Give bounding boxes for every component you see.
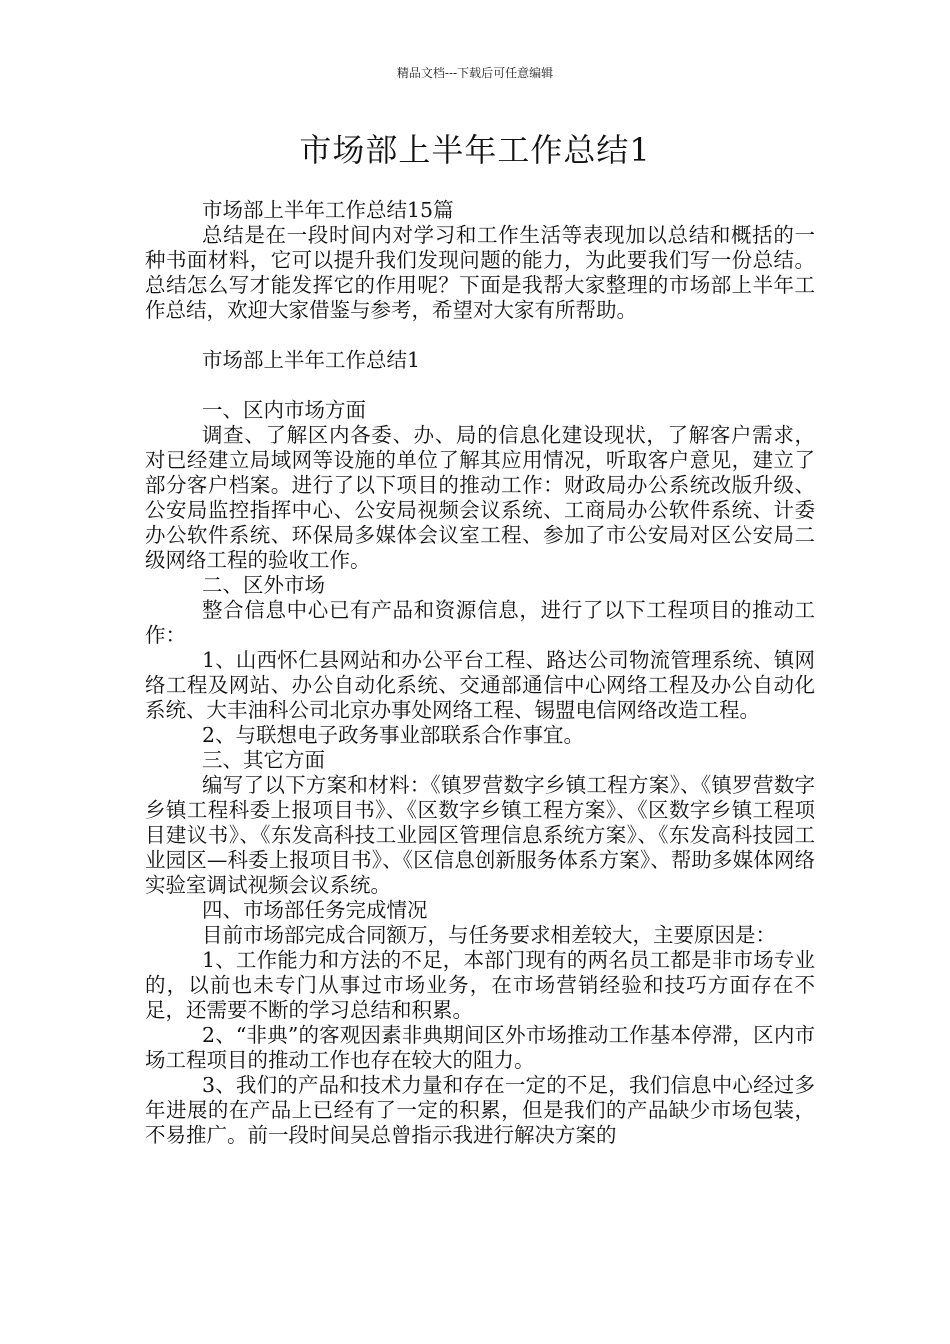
paragraph-subtitle: 市场部上半年工作总结15篇 <box>202 198 454 222</box>
heading-local-market: 一、区内市场方面 <box>202 398 366 422</box>
document-title: 市场部上半年工作总结1 <box>299 131 651 169</box>
paragraph-external-market: 整合信息中心已有产品和资源信息，进行了以下工程项目的推动工作： <box>145 598 815 647</box>
paragraph-reason-3: 3、我们的产品和技术力量和存在一定的不足，我们信息中心经过多年进展的在产品上已经有了一定的积累，但是我们的产品缺少市场包装，不易推广。前一段时间吴总曾指示我进行解决方案的 <box>145 1073 815 1147</box>
paragraph-reason-2: 2、“非典”的客观因素非典期间区外市场推动工作基本停滞，区内市场工程项目的推动工作也存在较大的阻力。 <box>145 1023 815 1072</box>
section-heading: 市场部上半年工作总结1 <box>202 348 421 372</box>
paragraph-external-item-2: 2、与联想电子政务事业部联系合作事宜。 <box>202 723 585 747</box>
paragraph-external-item-1: 1、山西怀仁县网站和办公平台工程、路达公司物流管理系统、镇网络工程及网站、办公自动化系统、交通部通信中心网络工程及办公自动化系统、大丰油科公司北京办事处网络工程、锡盟电信网络改造工程。 <box>145 648 815 722</box>
paragraph-reason-1: 1、工作能力和方法的不足，本部门现有的两名员工都是非市场专业的，以前也未专门从事过市场业务，在市场营销经验和技巧方面存在不足，还需要不断的学习总结和积累。 <box>145 948 815 1022</box>
blank-line <box>145 323 815 348</box>
paragraph-task-status: 目前市场部完成合同额万，与任务要求相差较大，主要原因是： <box>202 923 776 947</box>
heading-external-market: 二、区外市场 <box>202 573 325 597</box>
paragraph-local-market: 调查、了解区内各委、办、局的信息化建设现状，了解客户需求，对已经建立局域网等设施的单位了解其应用情况，听取客户意见，建立了部分客户档案。进行了以下项目的推动工作：财政局办公系统改版升级、公安局监控指挥中心、公安局视频会议系统、工商局办公软件系统、计委办公软件系统、环保局多媒体会议室工程、参加了市公安局对区公安局二级网络工程的验收工作。 <box>145 423 815 572</box>
heading-other: 三、其它方面 <box>202 748 325 772</box>
heading-task-status: 四、市场部任务完成情况 <box>202 898 428 922</box>
blank-line <box>145 373 815 398</box>
paragraph-other: 编写了以下方案和材料：《镇罗营数字乡镇工程方案》、《镇罗营数字乡镇工程科委上报项目书》、《区数字乡镇工程方案》、《区数字乡镇工程项目建议书》、《东发高科技工业园区管理信息系统方案》、《东发高科技园工业园区—科委上报项目书》、《区信息创新服务体系方案》、帮助多媒体网络实验室调试视频会议系统。 <box>145 773 815 897</box>
page-header: 精品文档---下载后可任意编辑 <box>396 66 554 80</box>
paragraph-intro: 总结是在一段时间内对学习和工作生活等表现加以总结和概括的一种书面材料，它可以提升我们发现问题的能力，为此要我们写一份总结。总结怎么写才能发挥它的作用呢？下面是我帮大家整理的市场部上半年工作总结，欢迎大家借鉴与参考，希望对大家有所帮助。 <box>145 223 815 322</box>
document-body <box>145 198 815 1148</box>
